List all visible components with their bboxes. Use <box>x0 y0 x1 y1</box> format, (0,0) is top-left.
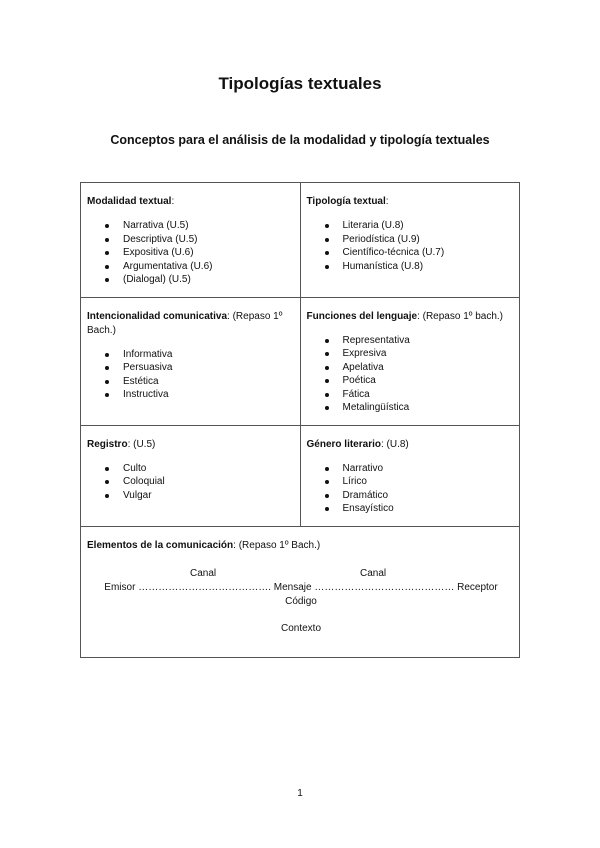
table-row <box>81 526 520 657</box>
list-item: Representativa <box>343 334 514 348</box>
list-item: Expositiva (U.6) <box>123 246 294 260</box>
cell-registro <box>81 425 301 526</box>
list-item: Expresiva <box>343 347 514 361</box>
concepts-table <box>80 182 520 658</box>
bullet-list <box>87 462 294 503</box>
cell-heading: Tipología textual <box>306 196 386 207</box>
cell-note: : (Repaso 1º Bach.) <box>87 310 283 336</box>
codigo-label: Código <box>285 595 317 607</box>
table-row <box>81 425 520 526</box>
list-item: Vulgar <box>123 489 294 503</box>
bullet-list <box>87 348 294 402</box>
cell-note: : (U.5) <box>127 438 156 450</box>
list-item: Humanística (U.8) <box>343 260 514 274</box>
list-item: Estética <box>123 375 294 389</box>
list-item: Coloquial <box>123 475 294 489</box>
contexto-label: Contexto <box>280 622 322 634</box>
cell-intencionalidad <box>81 297 301 425</box>
list-item: Ensayístico <box>343 502 514 516</box>
emisor-mensaje-receptor: Emisor …………………………………. Mensaje …………………………………… Receptor <box>104 581 498 593</box>
list-item: Instructiva <box>123 388 294 402</box>
cell-heading: Elementos de la comunicación <box>87 539 234 551</box>
cell-comunicacion <box>81 526 520 657</box>
list-item: Metalingüística <box>343 401 514 415</box>
cell-note: : (Repaso 1º bach.) <box>417 310 503 322</box>
list-item: Periodística (U.9) <box>343 233 514 247</box>
canal-label: Canal <box>360 567 387 579</box>
page-subtitle: Conceptos para el análisis de la modalidad y tipología textuales <box>110 133 490 147</box>
bullet-list <box>87 219 294 287</box>
cell-heading: Registro <box>87 438 128 450</box>
canal-label: Canal <box>190 567 217 579</box>
bullet-list <box>307 462 514 516</box>
list-item: Persuasiva <box>123 361 294 375</box>
list-item: Culto <box>123 462 294 476</box>
bullet-list <box>307 334 514 415</box>
bullet-list <box>307 219 514 273</box>
cell-heading: Género literario <box>306 438 381 450</box>
list-item: Apelativa <box>343 361 514 375</box>
list-item: (Dialogal) (U.5) <box>123 273 294 287</box>
page-number: 1 <box>297 788 303 799</box>
cell-note: : (Repaso 1º Bach.) <box>233 539 321 551</box>
list-item: Fática <box>343 388 514 402</box>
list-item: Dramático <box>343 489 514 503</box>
list-item: Literaria (U.8) <box>343 219 514 233</box>
cell-tipologia <box>300 183 520 298</box>
list-item: Narrativo <box>343 462 514 476</box>
cell-heading: Intencionalidad comunicativa <box>87 310 228 322</box>
list-item: Narrativa (U.5) <box>123 219 294 233</box>
cell-note: : <box>171 196 175 207</box>
cell-note: : (U.8) <box>380 438 409 450</box>
list-item: Argumentativa (U.6) <box>123 260 294 274</box>
table-row <box>81 297 520 425</box>
communication-diagram <box>87 553 513 637</box>
cell-heading: Modalidad textual <box>87 196 172 207</box>
cell-funciones <box>300 297 520 425</box>
table-row <box>81 183 520 298</box>
cell-note: : <box>385 196 389 207</box>
list-item: Científico-técnica (U.7) <box>343 246 514 260</box>
cell-heading: Funciones del lenguaje <box>306 310 418 322</box>
page-title: Tipologías textuales <box>218 74 382 93</box>
list-item: Lírico <box>343 475 514 489</box>
cell-genero <box>300 425 520 526</box>
list-item: Poética <box>343 374 514 388</box>
cell-modalidad <box>81 183 301 298</box>
list-item: Informativa <box>123 348 294 362</box>
list-item: Descriptiva (U.5) <box>123 233 294 247</box>
